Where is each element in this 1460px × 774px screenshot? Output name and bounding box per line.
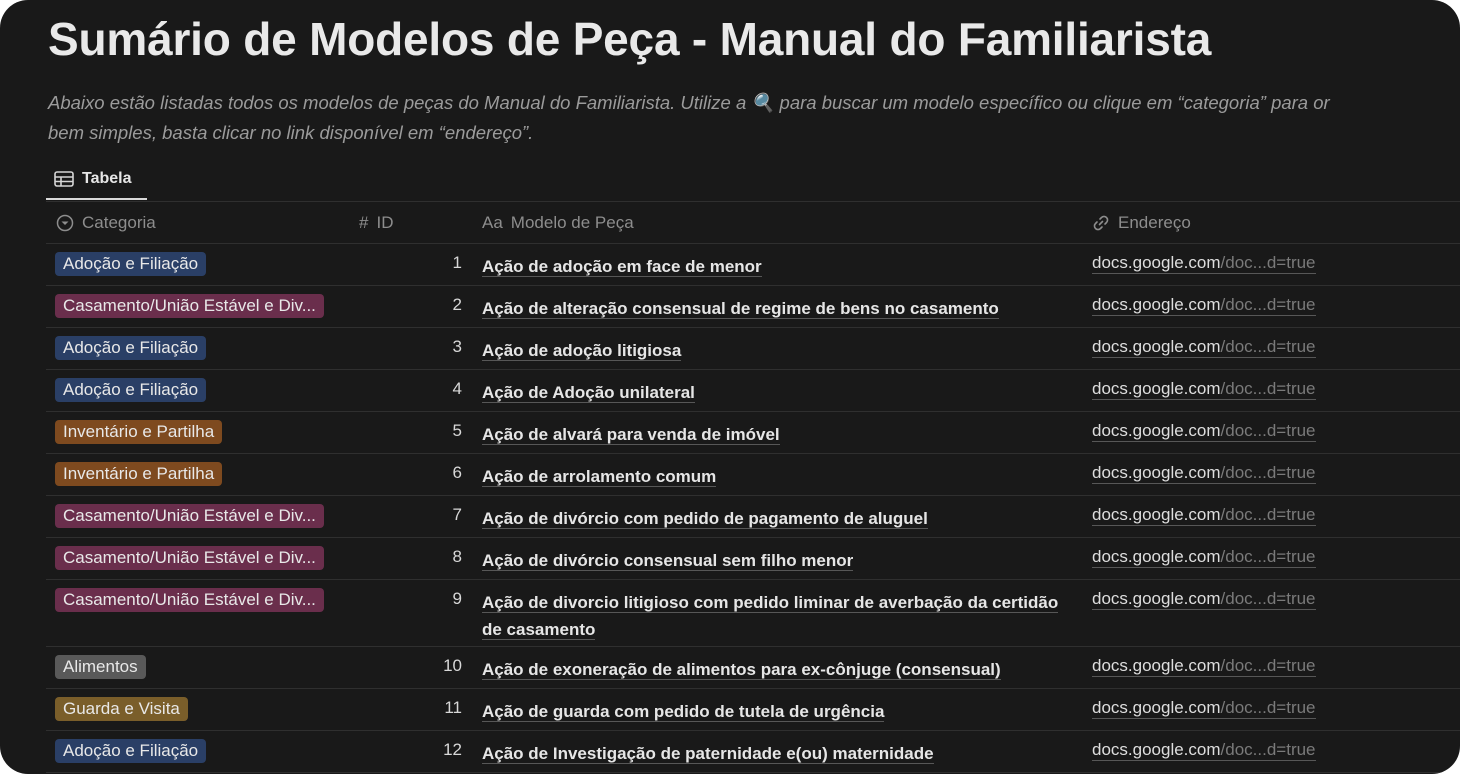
category-tag[interactable]: Casamento/União Estável e Div... (55, 504, 324, 528)
address-link[interactable] (1092, 589, 1316, 610)
select-property-icon (56, 214, 74, 232)
model-title-link[interactable] (482, 295, 1082, 322)
model-title-text: Ação de Investigação de paternidade e(ou) maternidade (482, 744, 934, 763)
category-tag[interactable]: Casamento/União Estável e Div... (55, 546, 324, 570)
model-title-link[interactable] (482, 698, 1082, 725)
row-id: 10 (443, 656, 462, 675)
table-row[interactable] (46, 286, 1460, 328)
model-title-text: Ação de adoção em face de menor (482, 257, 762, 276)
row-id: 9 (452, 589, 462, 608)
model-title-text: Ação de guarda com pedido de tutela de urgência (482, 702, 885, 721)
address-domain: docs.google.com (1092, 295, 1221, 314)
category-tag[interactable]: Inventário e Partilha (55, 462, 222, 486)
row-id: 12 (443, 740, 462, 759)
category-tag[interactable]: Casamento/União Estável e Div... (55, 588, 324, 612)
number-property-icon: # (359, 212, 369, 232)
address-domain: docs.google.com (1092, 589, 1221, 608)
table-row[interactable] (46, 328, 1460, 370)
row-id: 3 (452, 337, 462, 356)
address-domain: docs.google.com (1092, 505, 1221, 524)
row-id: 11 (444, 698, 462, 717)
column-header-category-label: Categoria (82, 212, 156, 232)
table-row[interactable] (46, 647, 1460, 689)
model-title-link[interactable] (482, 547, 1082, 574)
description-line-1: Abaixo estão listadas todos os modelos de peças do Manual do Familiarista. Utilize a 🔍 para buscar um modelo específico ou clique em “categoria” para or (48, 92, 1330, 113)
page-title: Sumário de Modelos de Peça - Manual do Familiarista (48, 13, 1212, 65)
address-domain: docs.google.com (1092, 253, 1221, 272)
address-link[interactable] (1092, 505, 1316, 526)
category-tag[interactable]: Adoção e Filiação (55, 252, 206, 276)
model-title-text: Ação de Adoção unilateral (482, 383, 695, 402)
address-path: /doc...d=true (1220, 698, 1316, 717)
address-link[interactable] (1092, 656, 1316, 677)
model-title-link[interactable] (482, 253, 1082, 280)
table-body (46, 244, 1460, 773)
address-path: /doc...d=true (1220, 253, 1316, 272)
category-tag[interactable]: Adoção e Filiação (55, 739, 206, 763)
address-path: /doc...d=true (1220, 337, 1316, 356)
model-title-link[interactable] (482, 656, 1082, 683)
table-row[interactable] (46, 496, 1460, 538)
model-title-link[interactable] (482, 421, 1082, 448)
row-id: 2 (452, 295, 462, 314)
address-path: /doc...d=true (1220, 463, 1316, 482)
address-path: /doc...d=true (1220, 295, 1316, 314)
address-domain: docs.google.com (1092, 337, 1221, 356)
table-row[interactable] (46, 538, 1460, 580)
address-path: /doc...d=true (1220, 740, 1316, 759)
table-row[interactable] (46, 412, 1460, 454)
link-icon (1092, 214, 1110, 232)
address-path: /doc...d=true (1220, 547, 1316, 566)
table-row[interactable] (46, 454, 1460, 496)
model-title-text: Ação de arrolamento comum (482, 467, 717, 486)
title-property-icon: Aa (482, 212, 503, 232)
column-header-category[interactable] (56, 202, 156, 243)
category-tag[interactable]: Adoção e Filiação (55, 336, 206, 360)
model-title-link[interactable] (482, 379, 1082, 406)
model-title-text: Ação de divorcio litigioso com pedido liminar de averbação da certidão de casamento (482, 593, 1059, 639)
table-icon (54, 171, 74, 187)
address-link[interactable] (1092, 295, 1316, 316)
address-path: /doc...d=true (1220, 589, 1316, 608)
row-id: 4 (452, 379, 462, 398)
table-row[interactable] (46, 370, 1460, 412)
address-link[interactable] (1092, 379, 1316, 400)
address-link[interactable] (1092, 253, 1316, 274)
address-path: /doc...d=true (1220, 379, 1316, 398)
row-id: 7 (452, 505, 462, 524)
address-domain: docs.google.com (1092, 463, 1221, 482)
address-domain: docs.google.com (1092, 740, 1221, 759)
address-link[interactable] (1092, 740, 1316, 761)
model-title-text: Ação de divórcio consensual sem filho menor (482, 551, 854, 570)
model-title-link[interactable] (482, 463, 1082, 490)
address-domain: docs.google.com (1092, 379, 1221, 398)
model-title-text: Ação de divórcio com pedido de pagamento de aluguel (482, 509, 928, 528)
table-row[interactable] (46, 689, 1460, 731)
model-title-link[interactable] (482, 505, 1082, 532)
row-id: 6 (452, 463, 462, 482)
column-header-model-label: Modelo de Peça (510, 212, 634, 232)
category-tag[interactable]: Alimentos (55, 655, 146, 679)
category-tag[interactable]: Guarda e Visita (55, 697, 188, 721)
row-id: 8 (452, 547, 462, 566)
model-title-text: Ação de adoção litigiosa (482, 341, 682, 360)
address-link[interactable] (1092, 463, 1316, 484)
description-line-2: bem simples, basta clicar no link disponível em “endereço”. (48, 122, 534, 143)
model-title-link[interactable] (482, 337, 1082, 364)
table-row[interactable] (46, 580, 1460, 647)
address-domain: docs.google.com (1092, 421, 1221, 440)
model-title-link[interactable] (482, 740, 1082, 767)
address-link[interactable] (1092, 698, 1316, 719)
category-tag[interactable]: Adoção e Filiação (55, 378, 206, 402)
row-id: 1 (452, 253, 462, 272)
address-link[interactable] (1092, 337, 1316, 358)
table-header (46, 202, 1460, 244)
address-path: /doc...d=true (1220, 505, 1316, 524)
category-tag[interactable]: Casamento/União Estável e Div... (55, 294, 324, 318)
page-description (48, 88, 1460, 148)
model-title-link[interactable] (482, 589, 1082, 643)
category-tag[interactable]: Inventário e Partilha (55, 420, 222, 444)
address-link[interactable] (1092, 421, 1316, 442)
column-header-address[interactable] (1092, 202, 1191, 243)
column-header-model[interactable] (482, 202, 634, 243)
row-id: 5 (452, 421, 462, 440)
address-path: /doc...d=true (1220, 421, 1316, 440)
column-header-id[interactable] (359, 202, 393, 243)
column-header-address-label: Endereço (1118, 212, 1191, 232)
tab-label: Tabela (82, 170, 132, 187)
address-domain: docs.google.com (1092, 547, 1221, 566)
model-title-text: Ação de exoneração de alimentos para ex-cônjuge (consensual) (482, 660, 1001, 679)
table-row[interactable] (46, 244, 1460, 286)
address-path: /doc...d=true (1220, 656, 1316, 675)
tab-tabela[interactable] (46, 160, 147, 200)
address-link[interactable] (1092, 547, 1316, 568)
address-domain: docs.google.com (1092, 656, 1221, 675)
model-title-text: Ação de alvará para venda de imóvel (482, 425, 780, 444)
column-header-id-label: ID (376, 212, 394, 232)
address-domain: docs.google.com (1092, 698, 1221, 717)
table-row[interactable] (46, 731, 1460, 773)
model-title-text: Ação de alteração consensual de regime de bens no casamento (482, 299, 999, 318)
